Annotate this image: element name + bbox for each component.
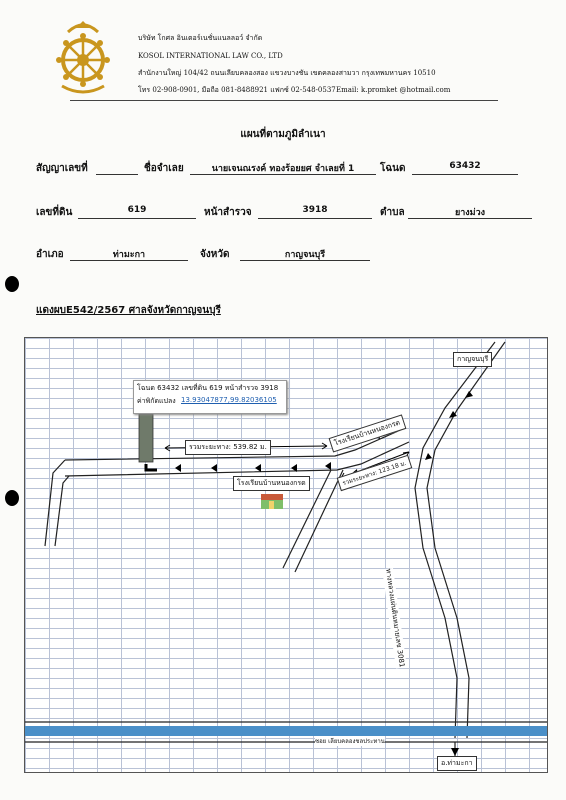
destination-bottom-label: อ.ท่ามะกา [437,756,477,771]
land-number-value: 619 [78,205,196,219]
survey-page-value: 3918 [258,205,372,219]
canal-road-label: ซอย เลียบคลองชลประทาน [315,738,385,745]
coordinate-label: ค่าพิกัดแปลง [137,397,176,405]
school-icon [261,494,283,509]
contract-label: สัญญาเลขที่ [36,163,88,174]
header-rule [70,100,498,101]
province-label: จังหวัด [200,249,230,260]
distance-label-main: รวมระยะทาง: 539.82 ม. [185,440,271,455]
school-label-lower: โรงเรียนบ้านหนองกรด [233,476,310,491]
highway-road [415,342,495,738]
province-value: กาญจนบุรี [240,247,370,261]
distance-label-secondary: รวมระยะทาง: 123.18 ม. [337,455,412,491]
subdistrict-value: ยางม่วง [408,205,532,219]
location-map [24,337,548,773]
contract-value [96,161,138,175]
binder-hole-top [5,276,19,292]
document-title: แผนที่ตามภูมิลำเนา [240,129,326,140]
debtor-label: ชื่อจำเลย [144,163,184,174]
company-name-english: KOSOL INTERNATIONAL LAW CO., LTD [138,52,283,60]
debtor-value: นายเจนณรงค์ ทองร้อยยศ จำเลยที่ 1 [190,161,376,175]
district-value: ท่ามะกา [70,247,188,261]
left-road-edge [55,476,69,546]
company-name-thai: บริษัท โกศล อินเตอร์เนชั่นแนลลอว์ จำกัด [138,34,263,42]
deed-value: 63432 [412,161,518,175]
subdistrict-label: ตำบล [380,207,405,218]
parcel-info-line: โฉนด 63432 เลขที่ดิน 619 หน้าสำรวจ 3918 [137,384,279,392]
land-number-label: เลขที่ดิน [36,207,73,218]
highway-label: ทางหลวงแผ่นดินหมายเลข 3081 [384,568,406,669]
deed-label: โฉนด [380,163,406,174]
company-contact: โทร 02-908-0901, มือถือ 081-8488921 แฟกซ์ 02-548-0537 [138,86,336,94]
survey-page-label: หน้าสำรวจ [204,207,252,218]
company-email: Email: k.promket @hotmail.com [336,86,451,94]
coordinate-link[interactable]: 13.93047877,99.82036105 [181,396,277,404]
destination-top-label: กาญจนบุรี [453,352,492,367]
left-road [45,460,65,546]
land-parcel [139,414,153,462]
company-address: สำนักงานใหญ่ 104/42 ถนนเลียบคลองสอง แขวงบางชัน เขตคลองสามวา กรุงเทพมหานคร 10510 [138,69,436,77]
school-label-upper: โรงเรียนบ้านหนองกรด [329,415,407,453]
binder-hole-bottom [5,490,19,506]
company-logo [48,18,118,96]
highway-road-edge [427,342,505,738]
case-title: แดงผบE542/2567 ศาลจังหวัดกาญจนบุรี [36,305,221,316]
district-label: อำเภอ [36,249,64,260]
irrigation-canal [25,726,547,736]
